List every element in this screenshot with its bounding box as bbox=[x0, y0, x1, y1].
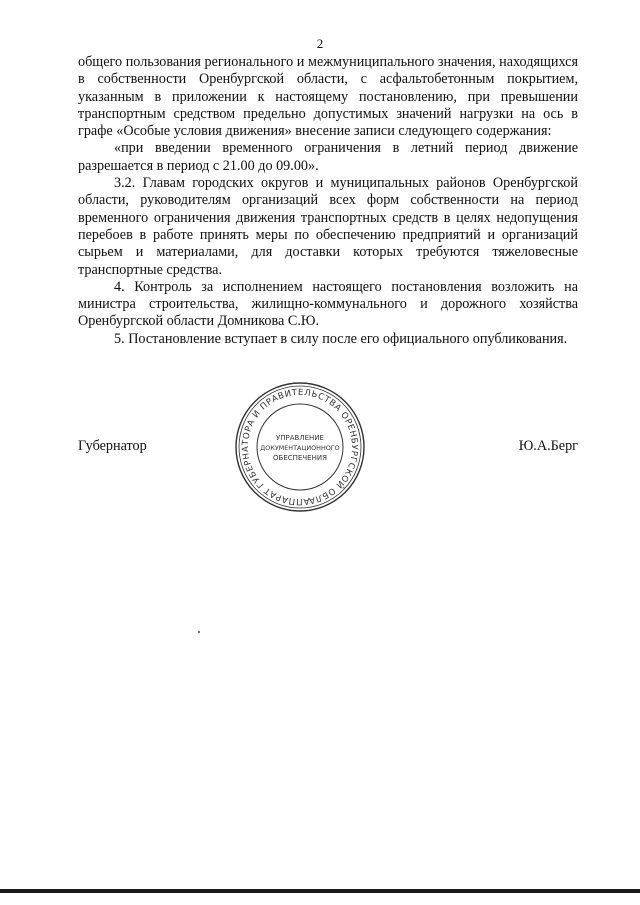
official-stamp bbox=[233, 380, 367, 514]
paragraph-quote: «при введении временного ограничения в летний период движение разрешается в период с 21.00 до 09.00». bbox=[78, 140, 578, 174]
signatory-name: Ю.А.Берг bbox=[518, 438, 578, 454]
paragraph-4: 4. Контроль за исполнением настоящего постановления возложить на министра строительства, жилищно-коммунального и дорожного хозяйства Оренбургской области Домникова С.Ю. bbox=[78, 278, 578, 330]
stamp-ring-text: АППАРАТ ГУБЕРНАТОРА И ПРАВИТЕЛЬСТВА ОРЕНБУРГСКОЙ ОБЛАСТИ bbox=[240, 387, 360, 507]
stray-mark bbox=[198, 631, 200, 633]
stamp-center-line-1: УПРАВЛЕНИЕ bbox=[276, 434, 324, 442]
signatory-role: Губернатор bbox=[78, 438, 147, 454]
stamp-center-line-2: ДОКУМЕНТАЦИОННОГО bbox=[260, 444, 340, 452]
paragraph-3-2: 3.2. Главам городских округов и муниципальных районов Оренбургской области, руководителям организаций всех форм собственности на период временного ограничения движения транспортных средств в целях недопущения перебоев в работе принять меры по обеспечению предприятий и организаций сырьем и материалами, для доставки которых требуются тяжеловесные транспортные средства. bbox=[78, 175, 578, 278]
document-body bbox=[78, 54, 578, 348]
stamp-seal-icon bbox=[233, 380, 367, 514]
bottom-rule bbox=[0, 889, 640, 893]
paragraph-continuation: общего пользования регионального и межмуниципального значения, находящихся в собственности Оренбургской области, с асфальтобетонным покрытием, указанным в приложении к настоящему постановлению, при превышении транспортным средством предельно допустимых значений нагрузки на ось в графе «Особые условия движения» внесение записи следующего содержания: bbox=[78, 54, 578, 140]
page-number: 2 bbox=[316, 36, 324, 51]
paragraph-5: 5. Постановление вступает в силу после его официального опубликования. bbox=[114, 330, 568, 347]
stamp-center-line-3: ОБЕСПЕЧЕНИЯ bbox=[273, 454, 327, 462]
